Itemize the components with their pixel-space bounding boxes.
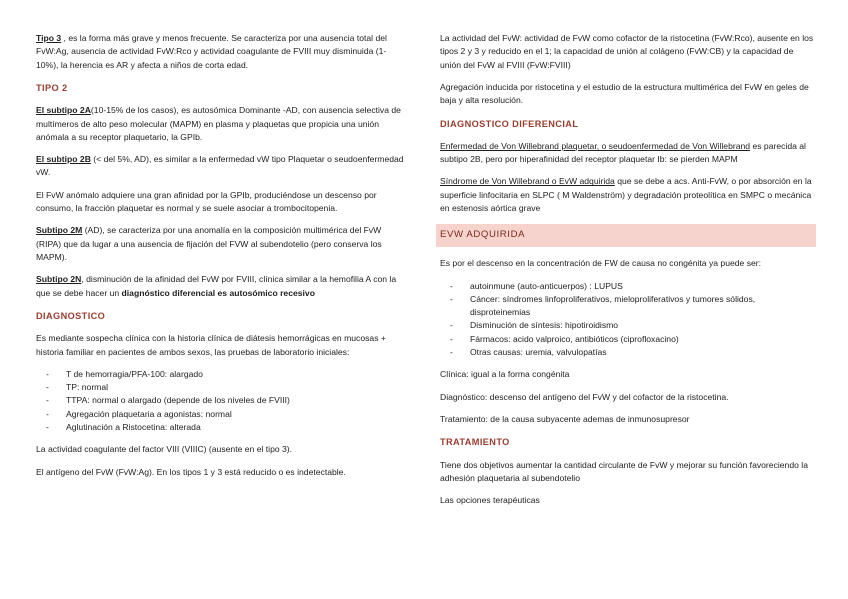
actividad-fvw-paragraph: La actividad del FvW: actividad de FvW como cofactor de la ristocetina (FvW:Rco), ausente en los tipos 2 y 3 y reducido en el 1; la capacidad de unión al colágeno (FvW:CB) y la capacidad de unión del FvW al FVIII (FvW:FVIII)	[440, 33, 814, 70]
diagnostico-heading: DIAGNOSTICO	[36, 310, 106, 321]
subtipo2n-bold: diagnóstico diferencial es autosómico recesivo	[121, 287, 315, 298]
tratamiento-heading: TRATAMIENTO	[440, 437, 510, 448]
evw-adquirida-heading: EVW ADQUIRIDA	[436, 224, 816, 247]
tratamiento-paragraph: Tiene dos objetivos aumentar la cantidad circulante de FvW y mejorar su función favoreciendo la adhesión plaquetaria al subendotelio	[440, 459, 808, 483]
subtipo2a-paragraph	[36, 104, 408, 144]
subtipo2m-paragraph	[36, 224, 408, 264]
list-item: - Aglutinación a Ristocetina: alterada	[36, 421, 408, 434]
subtipo2n-label: Subtipo 2N	[36, 274, 82, 285]
list-item: - Fármacos: acido valproico, antibióticos (ciprofloxacino)	[440, 333, 816, 346]
actividad-coagulante-paragraph: La actividad coagulante del factor VIII (VIIIC) (ausente en el tipo 3).	[36, 444, 293, 455]
diagnostico-intro: Es mediante sospecha clínica con la historia clínica de diátesis hemorrágicas en mucosas + historia familiar en pacientes de ambos sexos, las pruebas de laboratorio iniciales:	[36, 333, 386, 357]
plaquetar-paragraph	[440, 140, 816, 167]
diagnostico-adq-paragraph: Diagnóstico: descenso del antígeno del FvW y del cofactor de la ristocetina.	[440, 391, 729, 402]
causes-list	[440, 280, 816, 360]
sindrome-paragraph	[440, 175, 816, 215]
list-item: - Cáncer: síndromes linfoproliferativos, mieloproliferativos y tumores sólidos, disproteinemias	[440, 293, 816, 320]
tipo2-heading: TIPO 2	[36, 82, 68, 93]
subtipo2b-text: (< del 5%, AD), es similar a la enfermedad vW tipo Plaquetar o seudoenfermedad vW.	[36, 154, 404, 178]
subtipo2b-paragraph	[36, 153, 408, 180]
tipo3-text: , es la forma más grave y menos frecuente. Se caracteriza por una ausencia total del FvW:Ag, ausencia de actividad FvW:Rco y actividad coagulante de FVIII muy disminuida (1- 10%), la herencia es AR y afecta a niños de corta edad.	[36, 33, 387, 70]
fvw-anomalo-paragraph: El FvW anómalo adquiere una gran afinidad por la GPIb, produciéndose un descenso por consumo, la fracción plaquetar es normal y se suele asociar a trombocitopenia.	[36, 189, 377, 214]
sindrome-label: Síndrome de Von Willebrand o EvW adquirida	[440, 176, 615, 187]
subtipo2m-text: (AD), se caracteriza por una anomalía en la composición multimérica del FvW (RIPA) que da lugar a una ausencia de fijación del FVW al subendotelio (pero conserva los MAPM).	[36, 225, 382, 262]
plaquetar-label: Enfermedad de Von Willebrand plaquetar, o seudoenfermedad de Von Willebrand	[440, 140, 751, 151]
tratamiento-adq-paragraph: Tratamiento: de la causa subyacente ademas de inmunosupresor	[440, 414, 690, 425]
list-item: - TTPA: normal o alargado (depende de los niveles de FVIII)	[36, 394, 408, 407]
list-item: - autoinmune (auto-anticuerpos) : LUPUS	[440, 280, 816, 293]
subtipo2n-paragraph	[36, 273, 408, 300]
list-item: - TP: normal	[36, 381, 408, 394]
tipo3-paragraph	[36, 32, 408, 72]
tipo3-label: Tipo 3	[36, 33, 62, 43]
list-item: - Disminución de síntesis: hipotiroidismo	[440, 319, 816, 332]
list-item: - Agregación plaquetaria a agonistas: normal	[36, 408, 408, 421]
subtipo2b-label: El subtipo 2B	[36, 154, 91, 165]
opciones-paragraph: Las opciones terapéuticas	[440, 495, 540, 506]
antigeno-paragraph: El antígeno del FvW (FvW:Ag). En los tipos 1 y 3 está reducido o es indetectable.	[36, 466, 346, 477]
diagnostico-diferencial-heading: DIAGNOSTICO DIFERENCIAL	[440, 118, 579, 129]
adquirida-intro: Es por el descenso en la concentración de FW de causa no congénita ya puede ser:	[440, 258, 762, 269]
sindrome-text: que se debe a acs. Anti-FvW, o por absorción en la superficie linfocitaria en SLPC ( M Waldenström) y degradación proteolítica en SMPC o mecánica en estenosis aórtica grave	[440, 176, 812, 214]
subtipo2a-label: El subtipo 2A	[36, 105, 91, 116]
subtipo2m-label: Subtipo 2M	[36, 225, 83, 236]
agregacion-paragraph: Agregación inducida por ristocetina y el estudio de la estructura multimérica del FvW en geles de baja y alta resolución.	[440, 81, 809, 106]
subtipo2a-text: (10-15% de los casos), es autosómica Dominante -AD, con ausencia selectiva de multímeros de alto peso molecular (MAPM) en plasma y plaquetas que propicia una unión anómala a su receptor plaquetario, la GPIb.	[36, 105, 401, 142]
plaquetar-text: es parecida al subtipo 2B, pero por hiperafinidad del receptor plaquetar Ib: se pierden MAPM	[440, 140, 806, 165]
right-column	[440, 32, 816, 517]
subtipo2n-text: , disminución de la afinidad del FvW por FVIII, clínica similar a la hemofilia A con la que se debe hacer un	[36, 274, 397, 298]
list-item: - Otras causas: uremia, valvulopatías	[440, 346, 816, 359]
left-column	[36, 32, 408, 488]
list-item: - T de hemorragia/PFA-100: alargado	[36, 368, 408, 381]
clinica-paragraph: Clínica: igual a la forma congénita	[440, 369, 570, 380]
lab-tests-list	[36, 368, 408, 435]
